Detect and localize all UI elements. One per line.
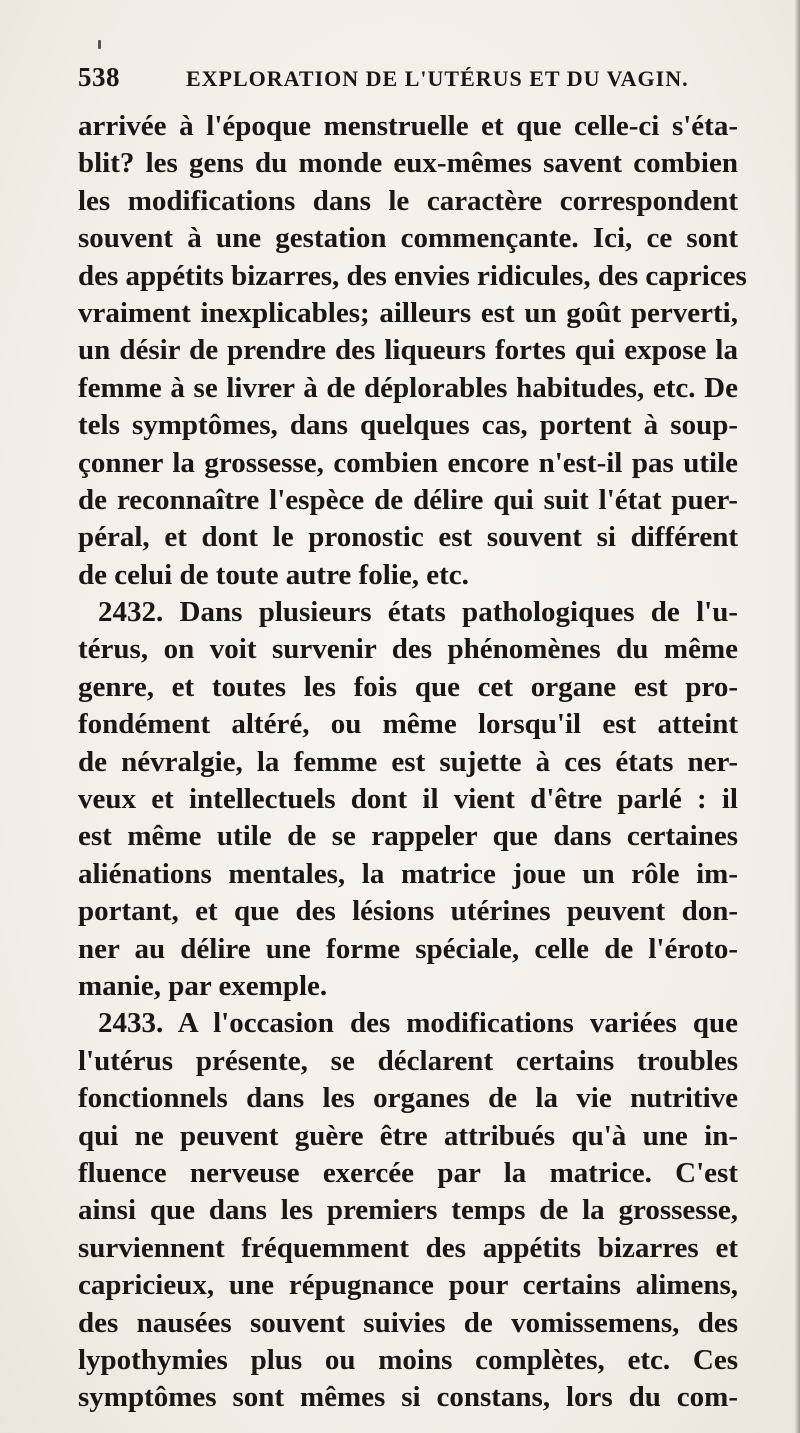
- page-edge: [794, 0, 800, 1433]
- ink-speck: [98, 40, 101, 49]
- text-line: fonctionnels dans les organes de la vie nutritive: [78, 1082, 738, 1115]
- text-line: fondément altéré, ou même lorsqu'il est atteint: [78, 708, 738, 741]
- text-line: symptômes sont mêmes si constans, lors du com-: [78, 1381, 738, 1414]
- paragraph-start-2432: 2432. Dans plusieurs états pathologiques de l'u-: [98, 596, 738, 629]
- body-text: [78, 108, 747, 1417]
- text-line: les modifications dans le caractère correspondent: [78, 184, 738, 217]
- text-line: çonner la grossesse, combien encore n'est-il pas utile: [78, 446, 738, 479]
- running-head: EXPLORATION DE L'UTÉRUS ET DU VAGIN.: [186, 66, 689, 91]
- text-line: de celui de toute autre folie, etc.: [78, 558, 469, 591]
- text-line: de reconnaître l'espèce de délire qui suit l'état puer-: [78, 483, 738, 516]
- text-line: ainsi que dans les premiers temps de la grossesse,: [78, 1194, 738, 1227]
- text-line: ner au délire une forme spéciale, celle de l'éroto-: [78, 932, 738, 965]
- page-number: 538: [78, 62, 120, 92]
- page-header: [78, 62, 738, 98]
- text-line: capricieux, une répugnance pour certains alimens,: [78, 1269, 738, 1302]
- text-line: vraiment inexplicables; ailleurs est un goût perverti,: [78, 296, 738, 329]
- text-line: des appétits bizarres, des envies ridicules, des caprices: [78, 259, 747, 292]
- text-line: térus, on voit survenir des phénomènes du même: [78, 633, 738, 666]
- text-line: aliénations mentales, la matrice joue un rôle im-: [78, 857, 738, 890]
- text-line: qui ne peuvent guère être attribués qu'à une in-: [78, 1119, 738, 1152]
- paragraph-start-2433: 2433. A l'occasion des modifications variées que: [98, 1007, 738, 1040]
- text-line: de névralgie, la femme est sujette à ces états ner-: [78, 745, 738, 778]
- text-line: arrivée à l'époque menstruelle et que celle-ci s'éta-: [78, 110, 738, 142]
- text-line: portant, et que des lésions utérines peuvent don-: [78, 895, 738, 928]
- text-line: est même utile de se rappeler que dans certaines: [78, 820, 738, 853]
- text-line: des nausées souvent suivies de vomissemens, des: [78, 1306, 738, 1339]
- text-line: péral, et dont le pronostic est souvent si différent: [78, 521, 738, 554]
- text-line: surviennent fréquemment des appétits bizarres et: [78, 1231, 738, 1264]
- text-line: veux et intellectuels dont il vient d'être parlé : il: [78, 783, 738, 816]
- text-line: genre, et toutes les fois que cet organe est pro-: [78, 670, 738, 703]
- text-line: un désir de prendre des liqueurs fortes qui expose la: [78, 334, 738, 367]
- text-line: tels symptômes, dans quelques cas, portent à soup-: [78, 409, 738, 442]
- text-line: souvent à une gestation commençante. Ici, ce sont: [78, 222, 738, 255]
- text-line: l'utérus présente, se déclarent certains troubles: [78, 1044, 738, 1077]
- text-line: blit? les gens du monde eux-mêmes savent combien: [78, 147, 738, 180]
- text-line: manie, par exemple.: [78, 969, 328, 1002]
- text-line: femme à se livrer à de déplorables habitudes, etc. De: [78, 371, 738, 404]
- text-line: fluence nerveuse exercée par la matrice. C'est: [78, 1156, 738, 1189]
- text-line: lypothymies plus ou moins complètes, etc. Ces: [78, 1343, 738, 1376]
